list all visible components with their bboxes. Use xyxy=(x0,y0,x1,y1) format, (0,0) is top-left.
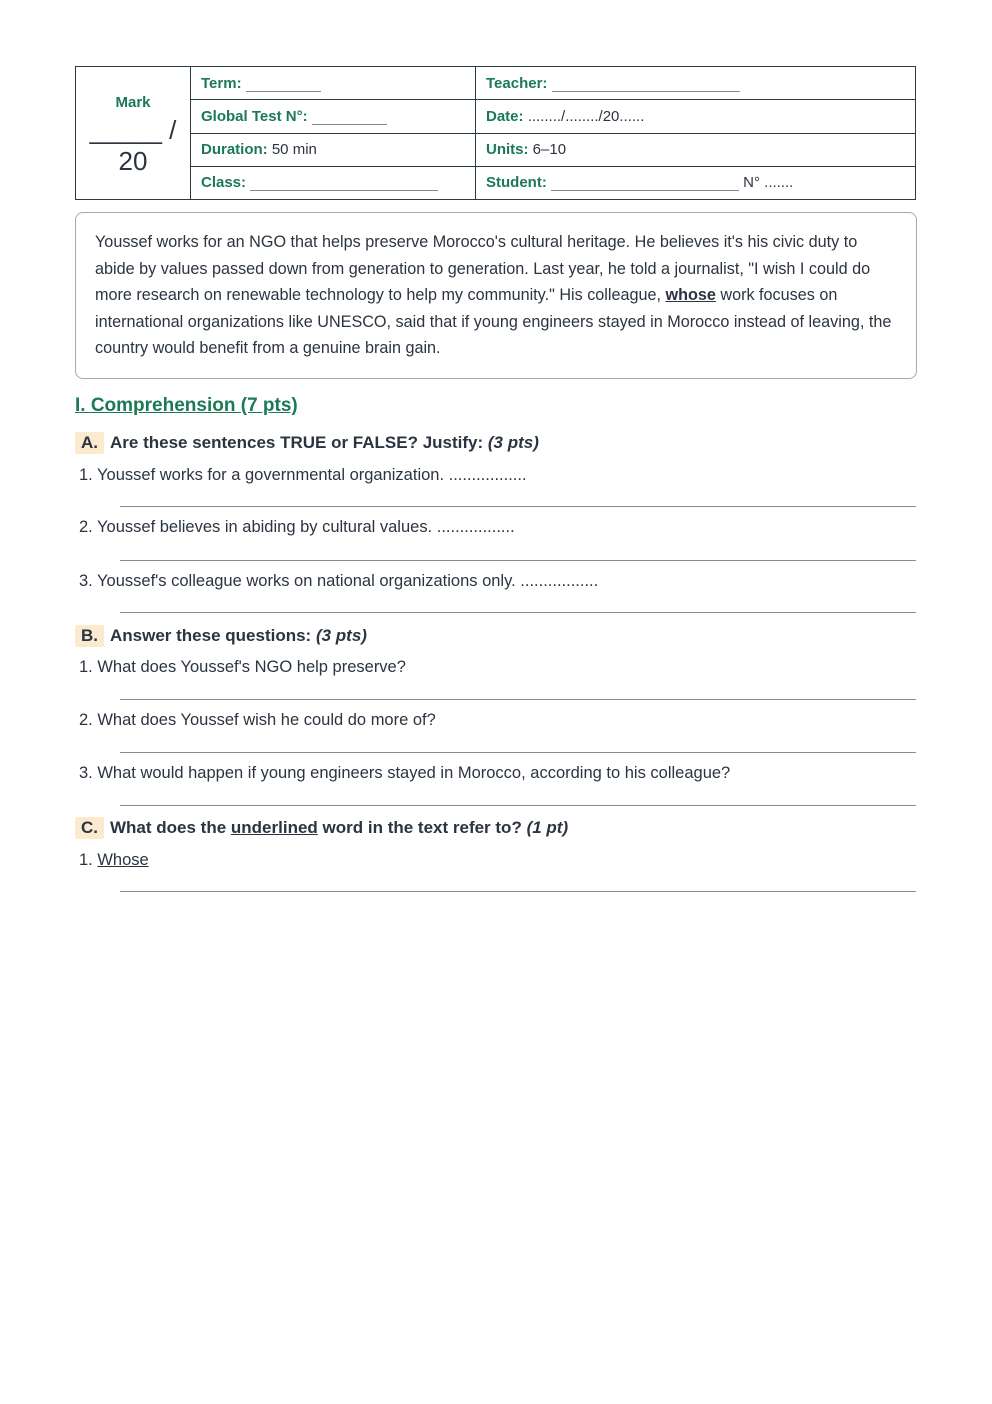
question-c-item-word: Whose xyxy=(97,851,149,869)
class-field[interactable] xyxy=(250,176,438,191)
duration-cell xyxy=(191,133,476,166)
class-label: Class: xyxy=(201,174,247,192)
term-label: Term: xyxy=(201,74,242,92)
question-c-text-after: word in the text refer to? xyxy=(317,818,522,837)
global-test-label: Global Test N°: xyxy=(201,107,308,125)
global-test-field[interactable] xyxy=(312,110,387,125)
teacher-cell xyxy=(476,67,916,100)
answer-line-a3[interactable] xyxy=(120,612,916,613)
answer-line-b3[interactable] xyxy=(120,805,916,806)
teacher-field[interactable] xyxy=(552,77,740,92)
duration-value: 50 min xyxy=(271,141,317,159)
class-cell xyxy=(191,166,476,199)
student-number[interactable]: N° ....... xyxy=(743,174,794,192)
question-b-item-3: 3. What would happen if young engineers stayed in Morocco, according to his colleague? xyxy=(79,764,731,782)
question-c-text-before: What does the xyxy=(110,818,231,837)
header-table xyxy=(75,66,916,200)
question-b-item-1: 1. What does Youssef's NGO help preserve? xyxy=(79,658,406,676)
mark-cell xyxy=(76,67,191,200)
question-c-heading xyxy=(75,817,568,839)
answer-line-a2[interactable] xyxy=(120,560,916,561)
mark-score[interactable]: _____ / 20 xyxy=(89,114,177,176)
passage-text-2: work focuses on international organizations like UNESCO, said that if young engineers stayed in Morocco instead of leaving, the country would benefit from a genuine brain gain. xyxy=(95,286,892,357)
question-c-points: (1 pt) xyxy=(526,818,569,837)
question-c-badge: C. xyxy=(75,817,104,839)
units-label: Units: xyxy=(486,141,529,159)
question-a-item-2: 2. Youssef believes in abiding by cultural values. ................. xyxy=(79,518,515,536)
question-b-badge: B. xyxy=(75,625,104,647)
question-c-item-number: 1. xyxy=(79,851,98,869)
question-a-text: Are these sentences TRUE or FALSE? Justify: xyxy=(110,433,484,452)
term-field[interactable] xyxy=(246,77,321,92)
answer-line-c1[interactable] xyxy=(120,891,916,892)
question-b-text: Answer these questions: xyxy=(110,626,312,645)
question-a-item-3: 3. Youssef's colleague works on national organizations only. ................. xyxy=(79,572,599,590)
passage-text-1: Youssef works for an NGO that helps preserve Morocco's cultural heritage. He believes it's his civic duty to abide by values passed down from generation to generation. Last year, he told a journalist, "I wish I could do more research on renewable technology to help my community." His colleague, xyxy=(95,233,871,304)
date-cell xyxy=(476,100,916,133)
date-label: Date: xyxy=(486,107,524,125)
answer-line-b1[interactable] xyxy=(120,699,916,700)
question-b-points: (3 pts) xyxy=(315,626,367,645)
question-a-badge: A. xyxy=(75,432,104,454)
question-c-item-1 xyxy=(79,851,149,870)
units-cell xyxy=(476,133,916,166)
reading-passage xyxy=(75,212,917,379)
date-field[interactable]: ......../......../20...... xyxy=(527,107,645,125)
answer-line-b2[interactable] xyxy=(120,752,916,753)
question-a-points: (3 pts) xyxy=(487,433,539,452)
mark-label: Mark xyxy=(115,93,151,111)
answer-line-a1[interactable] xyxy=(120,506,916,507)
section-title: I. Comprehension (7 pts) xyxy=(75,395,298,416)
units-value: 6–10 xyxy=(532,141,567,159)
duration-label: Duration: xyxy=(201,141,268,159)
student-label: Student: xyxy=(486,174,547,192)
term-cell xyxy=(191,67,476,100)
global-test-cell xyxy=(191,100,476,133)
question-b-heading xyxy=(75,625,367,647)
question-a-heading xyxy=(75,432,539,454)
question-b-item-2: 2. What does Youssef wish he could do more of? xyxy=(79,711,436,729)
student-field[interactable] xyxy=(551,176,739,191)
student-cell xyxy=(476,166,916,199)
question-c-text-underlined: underlined xyxy=(230,818,318,837)
passage-keyword: whose xyxy=(665,286,716,304)
teacher-label: Teacher: xyxy=(486,74,548,92)
question-a-item-1: 1. Youssef works for a governmental organization. ................. xyxy=(79,466,527,484)
